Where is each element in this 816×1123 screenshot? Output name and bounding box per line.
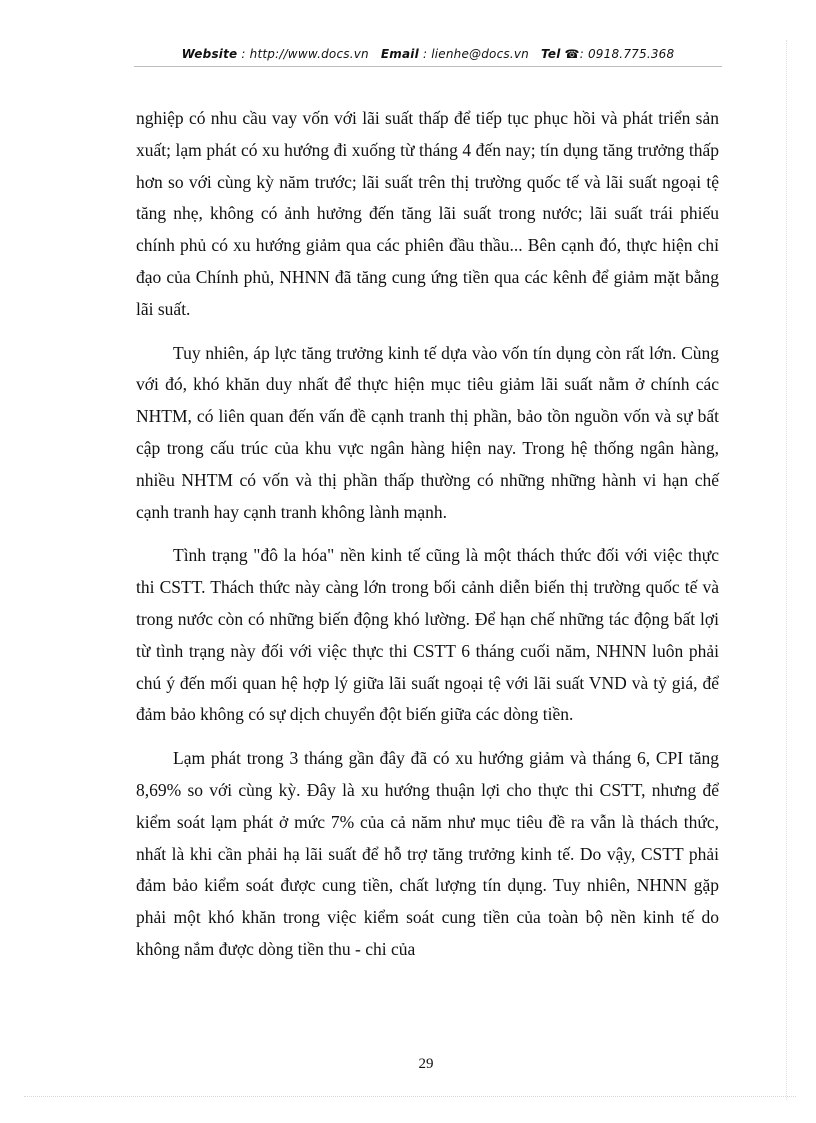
document-body [136, 103, 719, 978]
paragraph-1: nghiệp có nhu cầu vay vốn với lãi suất thấp để tiếp tục phục hồi và phát triển sản xuất; lạm phát có xu hướng đi xuống từ tháng 4 đến nay; tín dụng tăng trưởng thấp hơn so với cùng kỳ năm trước; lãi suất trên thị trường quốc tế và lãi suất ngoại tệ tăng nhẹ, không có ảnh hưởng đến tăng lãi suất trong nước; lãi suất trái phiếu chính phủ có xu hướng giảm qua các phiên đầu thầu... Bên cạnh đó, thực hiện chỉ đạo của Chính phủ, NHNN đã tăng cung ứng tiền qua các kênh để giảm mặt bằng lãi suất. [136, 108, 719, 319]
tel-value: : 0918.775.368 [579, 47, 675, 61]
header-divider [134, 66, 722, 67]
phone-icon: ☎ [564, 47, 580, 61]
paragraph-2: Tuy nhiên, áp lực tăng trưởng kinh tế dựa vào vốn tín dụng còn rất lớn. Cùng với đó, khó khăn duy nhất để thực hiện mục tiêu giảm lãi suất nằm ở chính các NHTM, có liên quan đến vấn đề cạnh tranh thị phần, bảo tồn nguồn vốn và sự bất cập trong cấu trúc của khu vực ngân hàng hiện nay. Trong hệ thống ngân hàng, nhiều NHTM có vốn và thị phần thấp thường có những những hành vi hạn chế cạnh tranh hay cạnh tranh không lành mạnh. [136, 342, 719, 522]
paragraph-3: Tình trạng "đô la hóa" nền kinh tế cũng là một thách thức đối với việc thực thi CSTT. Thách thức này càng lớn trong bối cảnh diễn biến thị trường quốc tế và trong nước còn có những biến động khó lường. Để hạn chế những tác động bất lợi từ tình trạng này đối với việc thực thi CSTT 6 tháng cuối năm, NHNN luôn phải chú ý đến mối quan hệ hợp lý giữa lãi suất ngoại tệ với lãi suất VND và tỷ giá, để đảm bảo không có sự dịch chuyển đột biến giữa các dòng tiền. [136, 545, 719, 725]
website-value: : http://www.docs.vn [241, 47, 369, 61]
page-number: 29 [418, 1056, 434, 1072]
tel-label: Tel [541, 47, 561, 61]
paragraph-4: Lạm phát trong 3 tháng gần đây đã có xu hướng giảm và tháng 6, CPI tăng 8,69% so với cùng kỳ. Đây là xu hướng thuận lợi cho thực thi CSTT, nhưng để kiểm soát lạm phát ở mức 7% của cả năm như mục tiêu đề ra vẫn là thách thức, nhất là khi cần phải hạ lãi suất để hỗ trợ tăng trưởng kinh tế. Do vậy, CSTT phải đảm bảo kiểm soát được cung tiền, chất lượng tín dụng. Tuy nhiên, NHNN gặp phải một khó khăn trong việc kiểm soát cung tiền của toàn bộ nền kinh tế do không nắm được dòng tiền thu - chi của [136, 748, 719, 959]
right-margin-line [786, 40, 787, 1100]
website-label: Website [181, 47, 238, 61]
footer-divider [24, 1096, 796, 1097]
email-value: : lienhe@docs.vn [422, 47, 529, 61]
email-label: Email [380, 47, 419, 61]
page-header [134, 47, 722, 61]
